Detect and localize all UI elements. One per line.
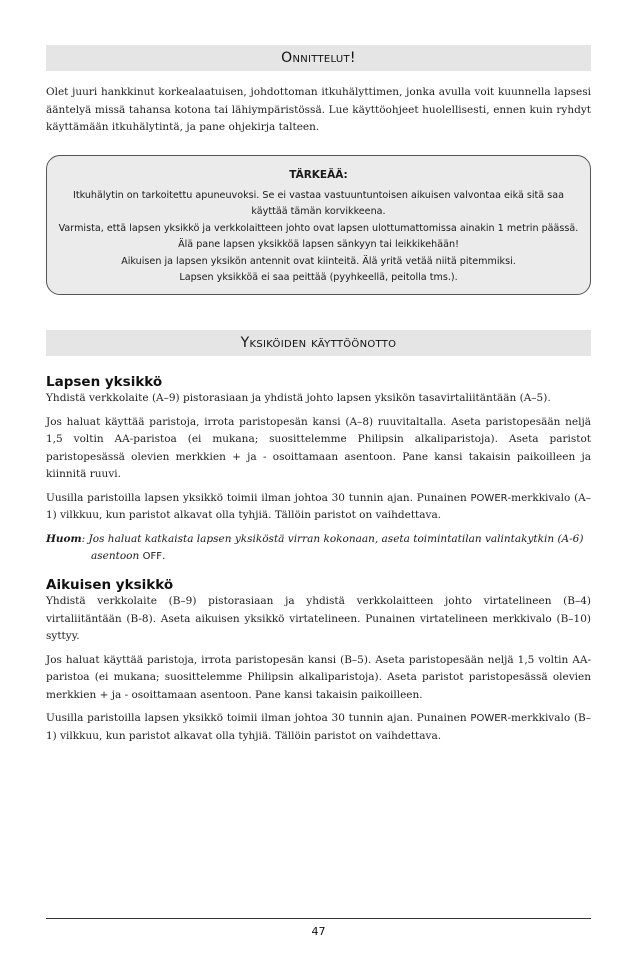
child-unit-paragraph-2: Jos haluat käyttää paristoja, irrota paristopesän kansi (A–8) ruuvitaltalla. Aseta paristopesään neljä 1,5 voltin AA-paristoa (ei mukana; suosittelemme Philipsin alkaliparistoja). Aseta paristot paristopesässä olevien merkkien + ja - osoittamaan asentoon. Pane kansi takaisin paikoilleen ja kiinnitä ruuvi. [46, 415, 591, 480]
child-unit-p3-start: Uusilla paristoilla lapsen yksikkö toimii ilman johtoa 30 tunnin ajan. Punainen [46, 491, 471, 504]
important-notice-box [46, 155, 591, 295]
note-label: Huom [46, 532, 82, 545]
off-label: OFF [142, 551, 162, 562]
child-unit-p3-end: -merkkivalo (A–1) vilkkuu, kun paristot alkavat olla tyhjiä. Tällöin paristot on vaihdettava. [46, 491, 591, 521]
section-heading-congratulations: Onnittelut! [46, 45, 591, 71]
child-unit-note [46, 531, 591, 566]
section-heading-setup: Yksiköiden käyttöönotto [46, 330, 591, 356]
child-unit-paragraph-1: Yhdistä verkkolaite (A–9) pistorasiaan ja yhdistä johto lapsen yksikön tasavirtaliitäntään (A–5). [46, 392, 551, 404]
note-end: . [161, 550, 166, 562]
page-number: 47 [311, 925, 326, 938]
parent-unit-title: Aikuisen yksikkö [46, 577, 174, 593]
parent-unit-section [46, 577, 591, 745]
note-text: : Jos haluat katkaista lapsen yksiköstä virran kokonaan, aseta toimintatilan valintakytkin (A-6) asentoon [81, 532, 584, 562]
child-unit-section [46, 374, 591, 566]
parent-unit-p3-start: Uusilla paristoilla lapsen yksikkö toimii ilman johtoa 30 tunnin ajan. Punainen [46, 712, 471, 724]
intro-paragraph: Olet juuri hankkinut korkealaatuisen, johdottoman itkuhälyttimen, jonka avulla voit kuunnella lapsesi ääntelyä missä tahansa kotona tai lähiympäristössä. Lue käyttöohjeet huolellisesti, ennen kuin ryhdyt käyttämään itkuhälytintä, ja pane ohjekirja talteen. [46, 86, 591, 133]
parent-unit-paragraph-2: Jos haluat käyttää paristoja, irrota paristopesän kansi (B–5). Aseta paristopesään neljä 1,5 voltin AA-paristoa (ei mukana; suosittelemme Philipsin alkaliparistoja). Aseta paristot paristopesässä olevien merkkien + ja - osoittamaan asentoon. Pane kansi takaisin paikoilleen. [46, 653, 591, 701]
child-unit-title: Lapsen yksikkö [46, 374, 163, 390]
child-unit-paragraph-3 [46, 490, 591, 525]
important-line-3: Aikuisen ja lapsen yksikön antennit ovat kiinteitä. Älä yritä vetää niitä pitemmiksi. [121, 255, 516, 267]
important-line-4: Lapsen yksikköä ei saa peittää (pyyhkeellä, peitolla tms.). [179, 272, 458, 283]
power-label: POWER [470, 492, 508, 504]
power-label: POWER [470, 713, 508, 724]
important-line-1: Itkuhälytin on tarkoitettu apuneuvoksi. Se ei vastaa vastuuntuntoisen aikuisen valvontaa eikä sitä saa käyttää tämän korvikkeena. [72, 189, 564, 217]
parent-unit-p3-end: -merkkivalo (B–1) vilkkuu, kun paristot alkavat olla tyhjiä. Tällöin paristot on vaihdettava. [46, 712, 592, 742]
footer-rule [46, 918, 591, 919]
parent-unit-paragraph-1: Yhdistä verkkolaite (B–9) pistorasiaan ja yhdistä verkkolaitteen johto virtatelineen (B–4) virtaliitäntään (B-8). Aseta aikuisen yksikkö virtatelineen. Punainen virtatelineen merkkivalo (B–10) syttyy. [46, 595, 591, 642]
important-title: TÄRKEÄÄ: [289, 169, 348, 181]
important-line-2: Varmista, että lapsen yksikkö ja verkkolaitteen johto ovat lapsen ulottumattomissa ainakin 1 metrin päässä. Älä pane lapsen yksikköä lapsen sänkyyn tai leikkikehään! [58, 222, 579, 250]
parent-unit-paragraph-3 [46, 710, 591, 745]
